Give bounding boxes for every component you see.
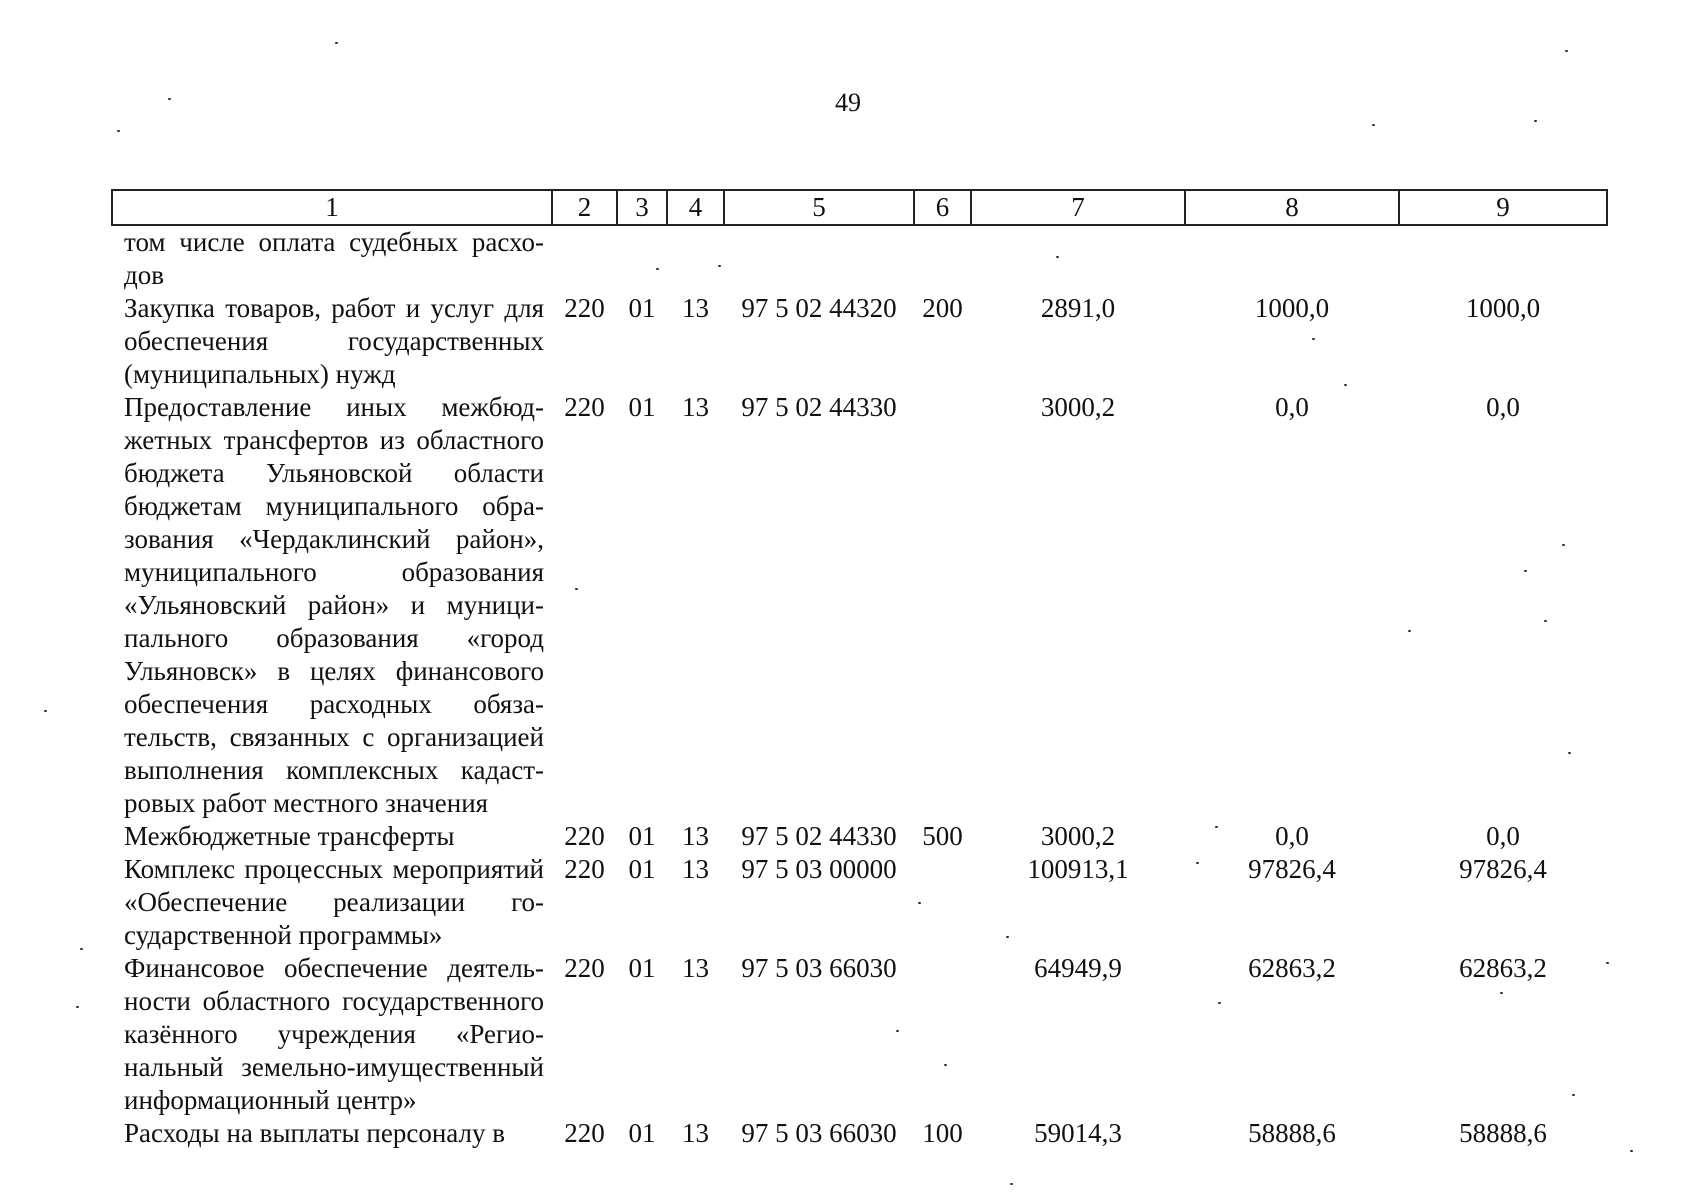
cell-section: 01 (628, 821, 656, 851)
cell-expense-type: 500 (922, 821, 963, 851)
scan-speck (1006, 936, 1009, 938)
page-number: 49 (835, 88, 861, 117)
cell-amount-9: 1000,0 (1465, 293, 1541, 323)
table-row (112, 292, 1607, 391)
row-description: Расходы на выплаты персоналу в (124, 1118, 505, 1148)
cell-amount-8: 0,0 (1275, 392, 1309, 422)
cell-chapter: 220 (564, 1118, 605, 1148)
scan-speck (575, 588, 578, 590)
scan-speck (1565, 50, 1568, 52)
scan-speck (1344, 384, 1347, 386)
cell-amount-8: 1000,0 (1254, 293, 1330, 323)
cell-subsection (667, 225, 724, 292)
scan-speck (1010, 1183, 1013, 1185)
cell-amount-7: 64949,9 (1034, 953, 1122, 983)
cell-amount-7: 3000,2 (1040, 392, 1116, 422)
row-description: том числе оплата судебных расходов (124, 227, 544, 290)
scan-speck (1500, 992, 1503, 994)
cell-subsection: 13 (682, 293, 709, 323)
cell-subsection: 13 (682, 854, 709, 884)
cell-amount-7: 3000,2 (1040, 821, 1116, 851)
scan-speck (1534, 120, 1537, 122)
scan-speck (335, 42, 338, 44)
table-row (112, 952, 1607, 1117)
cell-chapter: 220 (564, 293, 605, 323)
row-description: Межбюджетные трансферты (124, 821, 455, 851)
cell-subsection: 13 (682, 953, 709, 983)
cell-section: 01 (628, 1118, 656, 1148)
column-header-2: 2 (552, 190, 617, 225)
table-row (112, 1117, 1607, 1150)
scan-speck (1215, 826, 1218, 828)
cell-target-code (724, 225, 914, 292)
scan-speck (918, 902, 921, 904)
cell-target-code: 97 5 02 44330 (741, 821, 897, 851)
budget-table (111, 189, 1608, 1150)
column-header-6: 6 (914, 190, 971, 225)
cell-expense-type (914, 952, 971, 1117)
column-header-5: 5 (724, 190, 914, 225)
cell-amount-8: 0,0 (1275, 821, 1309, 851)
cell-expense-type: 100 (922, 1118, 963, 1148)
scan-speck (718, 265, 721, 267)
scan-speck (1630, 1150, 1633, 1152)
scan-speck (80, 948, 83, 950)
cell-amount-8: 58888,6 (1248, 1118, 1336, 1148)
scan-speck (1372, 124, 1375, 126)
cell-target-code: 97 5 03 00000 (741, 854, 897, 884)
cell-target-code: 97 5 03 66030 (741, 1118, 897, 1148)
cell-subsection: 13 (682, 821, 709, 851)
scan-speck (1312, 338, 1315, 340)
cell-amount-9: 97826,4 (1459, 854, 1547, 884)
scan-speck (944, 1064, 947, 1066)
cell-expense-type (914, 391, 971, 820)
table-header-row (112, 190, 1607, 225)
cell-amount-8 (1185, 225, 1399, 292)
cell-subsection: 13 (682, 1118, 709, 1148)
cell-amount-9: 0,0 (1486, 392, 1520, 422)
row-description: Финансовое обеспечение деятельности областного государственного казённого учреждения «Региональный земельно-имущественный информационный центр» (124, 953, 544, 1115)
cell-amount-9: 58888,6 (1459, 1118, 1547, 1148)
cell-chapter: 220 (564, 854, 605, 884)
scan-speck (1562, 544, 1565, 546)
scan-speck (1606, 962, 1609, 964)
cell-amount-9: 62863,2 (1459, 953, 1547, 983)
cell-section: 01 (628, 293, 656, 323)
scan-speck (1408, 630, 1411, 632)
cell-amount-8: 62863,2 (1248, 953, 1336, 983)
column-header-1: 1 (112, 190, 552, 225)
scan-speck (1218, 1002, 1221, 1004)
cell-amount-7: 59014,3 (1034, 1118, 1122, 1148)
column-header-8: 8 (1185, 190, 1399, 225)
cell-amount-7 (971, 225, 1185, 292)
row-description: Предоставление иных межбюджетных трансфертов из областного бюджета Ульяновской области бюджетам муниципального образования «Чердаклинский район», муниципального образования «Ульяновский район» и муниципального образования «город Ульяновск» в целях финансового обеспечения расходных обязательств, связанных с организацией выполнения комплексных кадастровых работ местного значения (124, 392, 544, 818)
cell-chapter (552, 225, 617, 292)
scan-speck (656, 268, 659, 270)
cell-expense-type (914, 225, 971, 292)
cell-expense-type: 200 (922, 293, 963, 323)
cell-section: 01 (628, 854, 656, 884)
cell-chapter: 220 (564, 953, 605, 983)
cell-target-code: 97 5 02 44320 (741, 293, 897, 323)
cell-section: 01 (628, 953, 656, 983)
scan-speck (1196, 862, 1199, 864)
cell-amount-9: 0,0 (1486, 821, 1520, 851)
cell-subsection: 13 (682, 392, 709, 422)
scan-speck (44, 710, 47, 712)
cell-amount-7: 100913,1 (1027, 854, 1129, 884)
cell-target-code: 97 5 02 44330 (741, 392, 897, 422)
cell-target-code: 97 5 03 66030 (741, 953, 897, 983)
table-row (112, 225, 1607, 292)
scan-speck (1572, 1094, 1575, 1096)
column-header-4: 4 (667, 190, 724, 225)
column-header-7: 7 (971, 190, 1185, 225)
scan-speck (1568, 752, 1571, 754)
table-row (112, 820, 1607, 853)
cell-chapter: 220 (564, 392, 605, 422)
table-row (112, 853, 1607, 952)
scan-speck (896, 1030, 899, 1032)
cell-expense-type (914, 853, 971, 952)
cell-amount-7: 2891,0 (1040, 293, 1116, 323)
scan-speck (76, 1006, 79, 1008)
cell-section (617, 225, 667, 292)
cell-chapter: 220 (564, 821, 605, 851)
row-description: Закупка товаров, работ и услуг для обеспечения государственных (муниципальных) нужд (124, 293, 544, 389)
scan-speck (1056, 256, 1059, 258)
cell-amount-8: 97826,4 (1248, 854, 1336, 884)
scan-speck (117, 130, 120, 132)
cell-section: 01 (628, 392, 656, 422)
column-header-3: 3 (617, 190, 667, 225)
table-row (112, 391, 1607, 820)
column-header-9: 9 (1399, 190, 1607, 225)
cell-amount-9 (1399, 225, 1607, 292)
row-description: Комплекс процессных мероприятий «Обеспечение реализации государственной программы» (124, 854, 544, 950)
scan-speck (168, 98, 171, 100)
scan-speck (1524, 570, 1527, 572)
scan-speck (1544, 620, 1547, 622)
